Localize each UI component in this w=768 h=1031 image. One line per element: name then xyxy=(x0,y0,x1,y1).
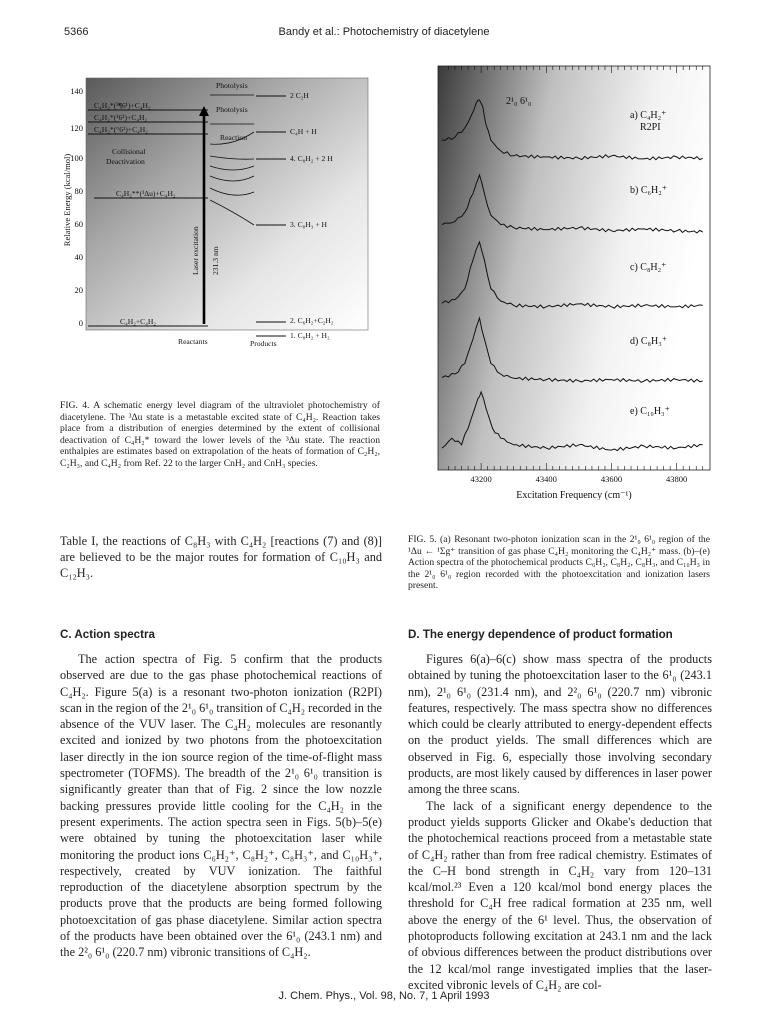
x-axis-label: Excitation Frequency (cm⁻¹) xyxy=(516,490,632,500)
product-4: 4. C₈H₂ + 2 H xyxy=(290,154,333,163)
level-1-6-1: C₄H₂*(¹6¹)+C₄H₂ xyxy=(94,113,148,122)
y-tick-120: 120 xyxy=(70,123,83,133)
section-d-body xyxy=(408,651,712,993)
y-tick-labels xyxy=(70,86,83,328)
section-d-paragraph-1: Figures 6(a)–6(c) show mass spectra of the products obtained by tuning the photoexcitation laser to the 6¹₀ (243.1 nm), 2¹₀ 6¹₀ (231.4 nm), and 2²₀ 6¹₀ (220.7 nm) vibronic features, respectively. The mass spectra show no differences which could be clearly attributed to energy-dependent effects on the product yields. The small differences which are observed in Fig. 6, especially those involving secondary products, are most likely caused by differences in laser power among the three scans. xyxy=(408,652,712,797)
section-d-paragraph-2: The lack of a significant energy dependence to the product yields supports Glicker and Okabe's deduction that the photochemical reactions proceed from a metastable state of C₄H₂ rather than from free radical chemistry. Estimates of the C–H bond strength in C₄H₂ vary from 120–131 kcal/mol.²³ Even a 120 kcal/mol bond energy places the threshold for C₄H free radical formation at 235 nm, well above the energy of the 6¹ level. Thus, the observation of photoproducts following excitation at 243.1 nm and the lack of obvious differences between the product distributions over the 12 kcal/mol range investigated implies that the laser-excited vibronic levels of C₄H₂ are col- xyxy=(408,798,712,992)
x-tick-label: 43200 xyxy=(470,474,492,484)
y-tick-80: 80 xyxy=(74,186,83,196)
label-deactivation: Deactivation xyxy=(106,157,145,166)
level-2-6-1: C₄H₂*(²¶6¹)+C₄H₂ xyxy=(94,101,151,110)
label-reaction: Reaction xyxy=(220,133,247,142)
series-label-e: e) C₁₀H₃⁺ xyxy=(630,406,670,417)
y-axis-title: Relative Energy (kcal/mol) xyxy=(62,153,72,247)
x-tick-label: 43400 xyxy=(535,474,557,484)
x-tick-label: 43800 xyxy=(666,474,688,484)
page-number: 5366 xyxy=(64,26,89,38)
section-c-paragraph: The action spectra of Fig. 5 confirm that the products observed are due to the gas phase photochemical reactions of C₄H₂. Figure 5(a) is a resonant two-photon ionization (R2PI) scan in the region of the 2¹₀ 6¹₀ transition of C₄H₂ recorded in the absence of the VUV laser. The C₄H₂ molecules are resonantly excited and ionized by two photons from the photoexcitation laser directly in the ion source region of the time-of-flight mass spectrometer (TOFMS). The breadth of the 2¹₀ 6¹₀ transition is significantly greater than that of Fig. 2 since the low nozzle backing pressures provide little cooling for the C₄H₂ in the present experiments. The action spectra seen in Figs. 5(b)–5(e) were obtained by tuning the photoexcitation laser while monitoring the product ions C₆H₂⁺, C₈H₂⁺, C₈H₃⁺, and C₁₀H₃⁺, respectively, created by VUV ionization. The faithful reproduction of the diacetylene absorption spectrum by the products prove that the products are being formed following photoexcitation of gas phase diacetylene. Similar action spectra of the products have been obtained over the 6¹₀ (243.1 nm) and the 2²₀ 6¹₀ (220.7 nm) vibronic transitions of C₄H₂. xyxy=(60,652,382,960)
lead-paragraph: Table I, the reactions of C₈H₃ with C₄H₂ [reactions (7) and (8)] are believed to be the major routes for formation of C₁₀H₃ and C₁₂H₃. xyxy=(60,534,382,580)
section-d-heading: D. The energy dependence of product formation xyxy=(408,628,673,641)
label-collisional: Collisional xyxy=(112,147,146,156)
product-1: 1. C₈H₂ + H₂ xyxy=(290,331,330,340)
y-tick-0: 0 xyxy=(78,318,83,328)
figure-5-caption: FIG. 5. (a) Resonant two-photon ionization scan in the 2¹₀ 6¹₀ region of the ¹Δu ← ¹Σg⁺ transition of gas phase C₄H₂ monitoring the C₄H₂⁺ mass. (b)–(e) Action spectra of the photochemical products C₆H₂, C₈H₂, C₈H₃, and C₁₀H₃ in the 2¹₀ 6¹₀ region recorded with the photoexcitation and ionization lasers present. xyxy=(408,534,710,592)
figure-4-caption: FIG. 4. A schematic energy level diagram of the ultraviolet photochemistry of diacetylene. The ³Δu state is a metastable excited state of C₄H₂. Reaction takes place from a distribution of energies determined by the extent of collisional deactivation of C₄H₂* toward the lower levels of the ³Δu state. The reaction enthalpies are estimates based on extrapolation of the heats of formation of C₂H₂, C₂H₃, and C₄H₂ from Ref. 22 to the larger CnH₂ and CnH₃ species. xyxy=(60,400,380,469)
band-label: 2¹₀ 6¹₀ xyxy=(506,96,532,107)
product-2c2h: 2 C₂H xyxy=(290,91,309,100)
journal-footer: J. Chem. Phys., Vol. 98, No. 7, 1 April 1993 xyxy=(278,990,490,1002)
y-tick-60: 60 xyxy=(74,219,83,229)
figure-4-energy-diagram xyxy=(58,60,376,372)
product-2: 2. C₆H₂+C₂H₂ xyxy=(290,316,334,325)
level-ground: C₄H₂+C₄H₂ xyxy=(120,317,156,326)
series-label-a: a) C₄H₂⁺ xyxy=(630,110,667,121)
y-tick-40: 40 xyxy=(74,252,83,262)
label-reactants: Reactants xyxy=(178,337,208,346)
series-label-d: d) C₈H₃⁺ xyxy=(630,336,667,347)
running-title: Bandy et al.: Photochemistry of diacetylene xyxy=(278,26,490,38)
y-tick-100: 100 xyxy=(70,153,83,163)
figure-5-action-spectra xyxy=(434,60,716,500)
series-label-c: c) C₈H₂⁺ xyxy=(630,262,667,273)
series-label-a-method: R2PI xyxy=(640,122,661,133)
label-laser-excitation: Laser excitation xyxy=(191,226,200,275)
series-label-b: b) C₆H₂⁺ xyxy=(630,185,667,196)
label-photolysis-2: Photolysis xyxy=(216,105,248,114)
level-metastable: C₄H₂**(³Δu)+C₄H₂ xyxy=(116,189,176,198)
x-tick-label: 43600 xyxy=(600,474,623,484)
y-tick-140: 140 xyxy=(70,86,83,96)
section-c-heading: C. Action spectra xyxy=(60,628,155,641)
label-wavelength: 231.3 nm xyxy=(211,246,220,275)
product-c4h-h: C₄H + H xyxy=(290,127,317,136)
label-photolysis-1: Photolysis xyxy=(216,81,248,90)
y-tick-20: 20 xyxy=(74,285,83,295)
label-products: Products xyxy=(250,339,277,348)
section-c-body xyxy=(60,651,382,961)
product-3: 3. C₈H₃ + H xyxy=(290,220,328,229)
level-0-6-1: C₄H₂*(°6¹)+C₄H₂ xyxy=(94,125,148,134)
